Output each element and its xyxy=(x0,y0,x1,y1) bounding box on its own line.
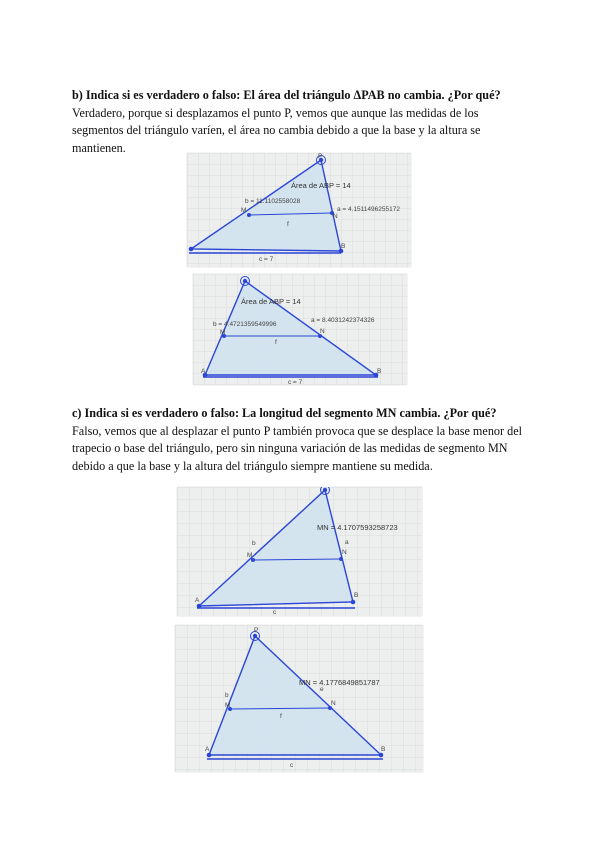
point-a-2: A xyxy=(201,368,206,375)
point-m-4: M xyxy=(225,702,231,709)
point-b-3: B xyxy=(354,592,359,599)
point-m-3: M xyxy=(247,552,253,559)
point-n-4: N xyxy=(331,700,336,707)
answer-b: Verdadero, porque si desplazamos el punto P, vemos que aunque las medidas de los segmentos del triángulo varíen, el área no cambia debido a que la base y la altura se mantienen. xyxy=(72,105,481,155)
answer-c: Falso, vemos que al desplazar el punto P también provoca que se desplace la base menor del trapecio o base del triángulo, pero sin ninguna variación de las medidas de segmento MN debido a que la base y la altura del triángulo siempre mantiene su medida. xyxy=(72,423,523,473)
mn-label-4: MN = 4.1776849851787 xyxy=(299,678,380,687)
side-b-label-2: b = 4.4721359549996 xyxy=(213,321,277,328)
point-b-2: B xyxy=(377,368,382,375)
side-e-4: e xyxy=(320,686,324,693)
side-b-3: b xyxy=(252,540,256,547)
question-c: c) Indica si es verdadero o falso: La longitud del segmento MN cambia. ¿Por qué? xyxy=(72,406,497,420)
point-n-1: N xyxy=(333,213,338,220)
section-c xyxy=(72,405,532,475)
geogebra-figure-4 xyxy=(175,625,423,772)
segment-f-1: f xyxy=(287,221,289,228)
side-c-label-2: c = 7 xyxy=(288,379,303,385)
point-a-3: A xyxy=(195,597,200,604)
side-a-label-1: a = 4.1511496255172 xyxy=(337,206,400,213)
mn-label-3: MN = 4.1707593258723 xyxy=(317,523,398,532)
point-p-1: P xyxy=(318,153,323,160)
point-n-3: N xyxy=(342,549,347,556)
point-m-2: M xyxy=(220,329,226,336)
area-label-1: Área de ABP = 14 xyxy=(291,181,351,190)
side-a-label-2: a = 8.4031242374326 xyxy=(311,317,375,324)
point-m-1: M xyxy=(241,207,247,214)
point-p-4: P xyxy=(254,627,259,634)
question-b: b) Indica si es verdadero o falso: El área del triángulo ΔPAB no cambia. ¿Por qué? xyxy=(72,88,501,102)
side-b-4: b xyxy=(225,692,229,699)
side-c-label-1: c = 7 xyxy=(259,256,274,263)
geogebra-figure-2 xyxy=(193,274,407,385)
side-a-3: a xyxy=(345,539,349,546)
point-b-4: B xyxy=(381,746,386,753)
point-n-2: N xyxy=(320,328,325,335)
geogebra-figure-3 xyxy=(177,487,422,616)
point-b-1: B xyxy=(341,243,346,250)
side-c-3: c xyxy=(273,609,277,616)
section-b xyxy=(72,87,532,157)
point-a-4: A xyxy=(205,746,210,753)
side-b-label-1: b = 11.1102558028 xyxy=(245,198,301,205)
side-c-4: c xyxy=(290,762,294,769)
segment-f-2: f xyxy=(275,339,277,346)
geogebra-figure-1 xyxy=(187,153,411,267)
segment-f-4: f xyxy=(280,713,282,720)
area-label-2: Área de ABP = 14 xyxy=(241,297,301,306)
